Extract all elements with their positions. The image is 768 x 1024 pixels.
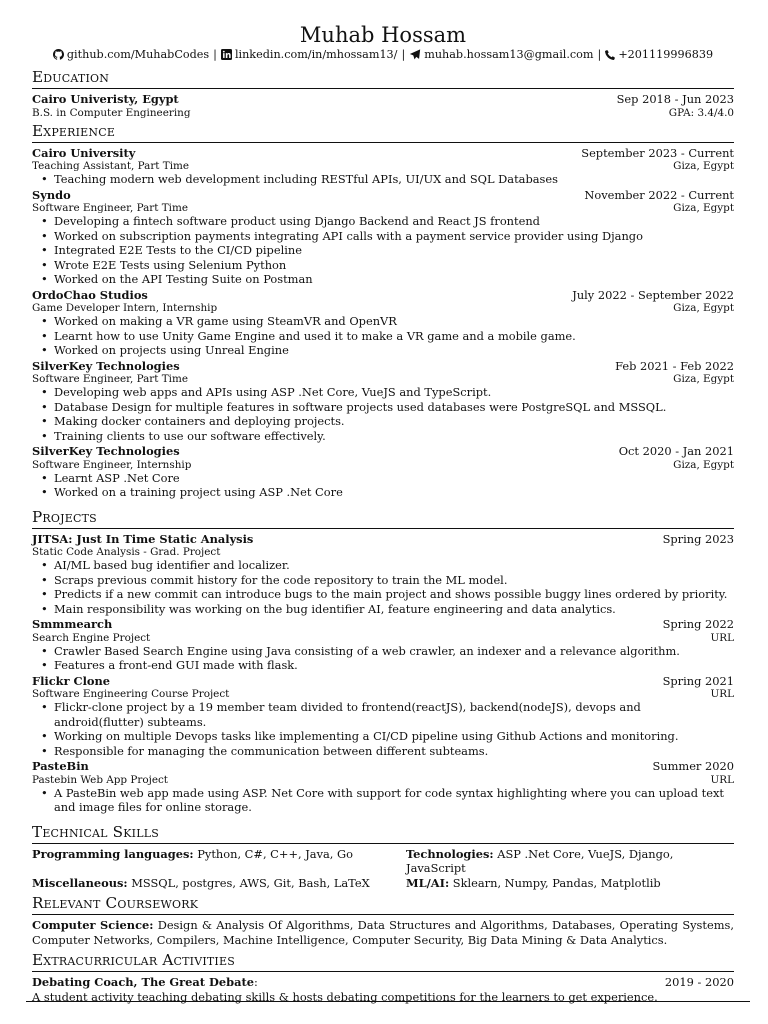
entry-date: Spring 2021 [662, 673, 734, 688]
bullet-list [32, 314, 734, 358]
contact-line: github.com/MuhabCodes | linkedin.com/in/mhossam13/ | muhab.hossam13@gmail.com | +201119996839 [32, 48, 734, 64]
bullet-item: • Working on multiple Devops tasks like implementing a CI/CD pipeline using Github Actions and monitoring. [54, 729, 734, 744]
email-link[interactable]: muhab.hossam13@gmail.com [424, 48, 594, 61]
entry-role: Search Engine Project [32, 631, 151, 644]
entry-org: Smmmearch [32, 617, 113, 631]
entry-role: Software Engineer, Part Time [32, 202, 188, 214]
project-entry [32, 532, 734, 617]
section-title-skills: Technical Skills [32, 823, 734, 844]
entry-location: Giza, Egypt [673, 202, 734, 214]
entry-location: Giza, Egypt [673, 458, 734, 471]
phone-number[interactable]: +201119996839 [618, 48, 714, 61]
entry-date: September 2023 - Current [581, 145, 734, 160]
entry-org: Cairo Univeristy, Egypt [32, 92, 179, 106]
bullet-item: • Worked on a training project using ASP .Net Core [54, 485, 734, 500]
entry-date: Spring 2022 [662, 617, 734, 631]
github-icon [53, 49, 64, 64]
project-entry [32, 617, 734, 673]
section-title-projects: Projects [32, 508, 734, 529]
bullet-item: • Making docker containers and deploying projects. [54, 414, 734, 429]
resume-name: Muhab Hossam [299, 23, 467, 47]
bullet-item: • Features a front-end GUI made with flask. [54, 658, 734, 673]
experience-entry [32, 288, 734, 358]
bullet-list [32, 644, 734, 673]
bullet-item: • Main responsibility was working on the bug identifier AI, feature engineering and data analytics. [54, 602, 734, 617]
bullet-item: • Developing a fintech software product using Django Backend and React JS frontend [54, 214, 734, 229]
entry-gpa: GPA: 3.4/4.0 [668, 106, 734, 119]
github-link[interactable]: github.com/MuhabCodes [66, 48, 210, 61]
entry-role: Game Developer Intern, Internship [32, 302, 218, 314]
entry-location: Giza, Egypt [673, 373, 734, 385]
experience-entry [32, 188, 734, 287]
experience-entry [32, 359, 734, 444]
bottom-rule [26, 1001, 750, 1002]
bullet-item: • Flickr-clone project by a 19 member team divided to frontend(reactJS), backend(nodeJS), devops and android(flutter) subteams. [54, 700, 734, 729]
projects-list [32, 532, 734, 815]
bullet-list [32, 172, 734, 187]
entry-org: PasteBin [32, 759, 89, 773]
bullet-item: • Database Design for multiple features in software projects used databases were PostgreSQL and MSSQL. [54, 400, 734, 415]
entry-location: Giza, Egypt [673, 160, 734, 172]
bullet-list [32, 385, 734, 443]
experience-entry [32, 444, 734, 500]
linkedin-icon [221, 49, 232, 64]
entry-location[interactable]: URL [710, 631, 734, 644]
bullet-item: • Responsible for managing the communication between different subteams. [54, 744, 734, 759]
entry-date: July 2022 - September 2022 [572, 287, 734, 302]
resume-page [32, 22, 734, 1005]
section-title-experience: Experience [32, 122, 734, 143]
entry-org: Cairo University [32, 145, 136, 160]
bullet-item: • Predicts if a new commit can introduce bugs to the main project and shows possible buggy lines ordered by priority. [54, 587, 734, 602]
entry-org: JITSA: Just In Time Static Analysis [32, 531, 254, 546]
entry-date: November 2022 - Current [584, 187, 734, 202]
bullet-item: • Worked on subscription payments integrating API calls with a payment service provider using Django [54, 229, 734, 244]
activity-entry: Debating Coach, The Great Debate: 2019 - 2020 A student activity teaching debating skills & hosts debating competitions for the learners to get experience. [32, 975, 734, 1004]
entry-date: Summer 2020 [652, 759, 734, 773]
bullet-item: • Developing web apps and APIs using ASP .Net Core, VueJS and TypeScript. [54, 385, 734, 400]
entry-location[interactable]: URL [710, 773, 734, 786]
bullet-list [32, 471, 734, 500]
entry-org: OrdoChao Studios [32, 287, 148, 302]
bullet-item: • Integrated E2E Tests to the CI/CD pipeline [54, 243, 734, 258]
entry-date: Oct 2020 - Jan 2021 [618, 444, 734, 458]
bullet-list [32, 558, 734, 616]
bullet-item: • Worked on the API Testing Suite on Postman [54, 272, 734, 287]
bullet-item: • AI/ML based bug identifier and localizer. [54, 558, 734, 573]
bullet-item: • Worked on projects using Unreal Engine [54, 343, 734, 358]
skill-row: Technologies: ASP .Net Core, VueJS, Django, JavaScript [406, 846, 674, 875]
bullet-item: • Worked on making a VR game using SteamVR and OpenVR [54, 314, 734, 329]
experience-list [32, 146, 734, 500]
entry-role: Software Engineer, Part Time [32, 373, 188, 385]
entry-org: Syndo [32, 187, 71, 202]
activity-date: 2019 - 2020 [664, 975, 734, 989]
entry-date: Sep 2018 - Jun 2023 [616, 92, 734, 106]
entry-org: Flickr Clone [32, 673, 111, 688]
bullet-item: • Crawler Based Search Engine using Java consisting of a web crawler, an indexer and a relevance algorithm. [54, 644, 734, 659]
bullet-item: • Scraps previous commit history for the code repository to train the ML model. [54, 573, 734, 588]
bullet-list [32, 700, 734, 758]
entry-location[interactable]: URL [710, 688, 734, 700]
entry-role: Teaching Assistant, Part Time [32, 160, 190, 172]
phone-icon [605, 50, 615, 64]
bullet-list [32, 214, 734, 287]
skill-row: ML/AI: Sklearn, Numpy, Pandas, Matplotlib [406, 875, 661, 890]
bullet-list [32, 786, 734, 815]
entry-role: Software Engineering Course Project [32, 688, 230, 700]
entry-role: Pastebin Web App Project [32, 773, 168, 786]
bullet-item: • Learnt how to use Unity Game Engine and used it to make a VR game and a mobile game. [54, 329, 734, 344]
activity-desc: A student activity teaching debating skills & hosts debating competitions for the learners to get experience. [32, 989, 658, 1004]
skill-row: Miscellaneous: MSSQL, postgres, AWS, Git, Bash, LaTeX [32, 875, 370, 890]
linkedin-link[interactable]: linkedin.com/in/mhossam13/ [234, 48, 398, 61]
activity-org: Debating Coach, The Great Debate [32, 975, 254, 989]
skills-grid [32, 847, 734, 891]
entry-role: B.S. in Computer Engineering [32, 106, 191, 119]
entry-location: Giza, Egypt [673, 302, 734, 314]
entry-org: SilverKey Technologies [32, 358, 180, 373]
project-entry [32, 674, 734, 759]
project-entry [32, 759, 734, 815]
entry-org: SilverKey Technologies [32, 444, 180, 458]
section-title-coursework: Relevant Coursework [32, 894, 734, 915]
education-entry [32, 92, 734, 119]
bullet-item: • Learnt ASP .Net Core [54, 471, 734, 486]
bullet-item: • Wrote E2E Tests using Selenium Python [54, 258, 734, 273]
bullet-item: • Teaching modern web development including RESTful APIs, UI/UX and SQL Databases [54, 172, 734, 187]
coursework-text: Computer Science: Design & Analysis Of Algorithms, Data Structures and Algorithms, Databases, Operating Systems, Computer Networks, Compilers, Machine Intelligence, Computer Security, Big Data Mining & Data Analytics. [32, 918, 734, 947]
skill-row: Programming languages: Python, C#, C++, Java, Go [32, 846, 354, 861]
section-title-education: Education [32, 68, 734, 89]
section-title-activities: Extracurricular Activities [32, 951, 734, 972]
experience-entry [32, 146, 734, 187]
bullet-item: • Training clients to use our software effectively. [54, 429, 734, 444]
entry-date: Feb 2021 - Feb 2022 [615, 358, 734, 373]
bullet-item: • A PasteBin web app made using ASP. Net Core with support for code syntax highlighting where you can upload text and image files for online storage. [54, 786, 734, 815]
entry-role: Software Engineer, Internship [32, 458, 192, 471]
entry-date: Spring 2023 [662, 531, 734, 546]
send-icon [409, 49, 421, 64]
entry-role: Static Code Analysis - Grad. Project [32, 546, 221, 558]
